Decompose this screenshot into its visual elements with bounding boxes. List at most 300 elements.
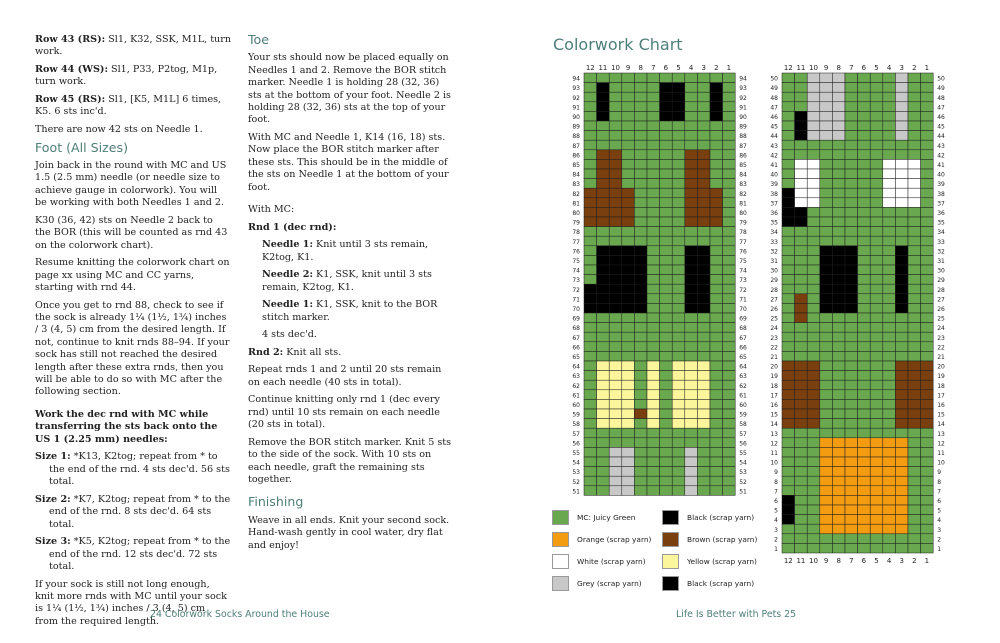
chart-cell	[672, 371, 685, 381]
row-number: 61	[739, 392, 747, 400]
chart-cell	[908, 188, 921, 198]
row-number: 24	[937, 325, 945, 333]
chart-cell	[883, 121, 896, 131]
chart-cell	[807, 399, 820, 409]
chart-cell	[895, 457, 908, 467]
chart-cell	[672, 428, 685, 438]
chart-cell	[870, 332, 883, 342]
chart-cell	[795, 121, 808, 131]
chart-cell	[710, 111, 723, 121]
chart-cell	[597, 332, 610, 342]
chart-cell	[634, 83, 647, 93]
chart-cell	[820, 447, 833, 457]
row-number: 29	[937, 277, 945, 285]
chart-cell	[820, 515, 833, 525]
chart-cell	[647, 131, 660, 141]
chart-cell	[584, 150, 597, 160]
row-number: 67	[572, 334, 580, 342]
chart-cell	[597, 140, 610, 150]
chart-cell	[584, 351, 597, 361]
row-number: 88	[739, 133, 747, 141]
chart-cell	[685, 332, 698, 342]
chart-cell	[597, 236, 610, 246]
row-number: 73	[739, 277, 747, 285]
row-number: 9	[774, 469, 778, 477]
chart-cell	[832, 207, 845, 217]
chart-cell	[584, 294, 597, 304]
chart-cell	[858, 102, 871, 112]
chart-cell	[597, 159, 610, 169]
chart-cell	[685, 399, 698, 409]
chart-cell	[858, 198, 871, 208]
chart-cell	[672, 236, 685, 246]
chart-cell	[795, 342, 808, 352]
chart-cell	[807, 380, 820, 390]
chart-cell	[584, 111, 597, 121]
stitch-number: 10	[809, 557, 818, 565]
chart-cell	[622, 438, 635, 448]
chart-cell	[858, 275, 871, 285]
chart-cell	[895, 495, 908, 505]
chart-cell	[647, 207, 660, 217]
chart-cell	[660, 102, 673, 112]
row-number: 59	[739, 411, 747, 419]
chart-cell	[820, 399, 833, 409]
chart-cell	[672, 342, 685, 352]
row-number: 26	[937, 306, 945, 313]
chart-cell	[883, 303, 896, 313]
chart-cell	[634, 140, 647, 150]
chart-cell	[795, 275, 808, 285]
chart-cell	[584, 236, 597, 246]
chart-cell	[858, 323, 871, 333]
paragraph: If your sock is still not long enough, knit more rnds with MC until your sock is 1¼ (1½, 1¾) inches / 3 (4, 5) cm from the required length.	[35, 578, 227, 627]
chart-cell	[921, 284, 934, 294]
chart-cell	[710, 428, 723, 438]
chart-cell	[647, 294, 660, 304]
chart-cell	[845, 515, 858, 525]
chart-cell	[795, 467, 808, 477]
chart-cell	[634, 131, 647, 141]
chart-cell	[832, 467, 845, 477]
row-number: 43	[937, 142, 945, 150]
chart-cell	[782, 275, 795, 285]
stitch-number: 4	[886, 557, 892, 565]
chart-grid	[572, 64, 747, 495]
dec-rnd-heading: Work the dec rnd with MC while transferring the sts back onto the US 1 (2.25 mm) needles:	[35, 408, 218, 445]
chart-cell	[634, 236, 647, 246]
row-number: 72	[739, 286, 747, 294]
chart-cell	[870, 303, 883, 313]
chart-cell	[672, 207, 685, 217]
chart-cell	[921, 198, 934, 208]
chart-cell	[908, 505, 921, 515]
row-number: 3	[937, 526, 942, 534]
chart-cell	[584, 83, 597, 93]
legend-swatch	[552, 576, 569, 591]
chart-cell	[883, 179, 896, 189]
stitch-number: 1	[726, 64, 732, 72]
chart-cell	[870, 255, 883, 265]
chart-cell	[609, 275, 622, 285]
chart-cell	[723, 275, 736, 285]
chart-cell	[870, 495, 883, 505]
chart-cell	[870, 227, 883, 237]
chart-cell	[584, 390, 597, 400]
chart-cell	[883, 332, 896, 342]
chart-cell	[710, 198, 723, 208]
chart-cell	[597, 227, 610, 237]
row-number: 94	[739, 75, 747, 83]
chart-cell	[622, 428, 635, 438]
chart-cell	[807, 390, 820, 400]
chart-cell	[622, 351, 635, 361]
chart-cell	[634, 428, 647, 438]
chart-cell	[697, 227, 710, 237]
chart-cell	[908, 73, 921, 83]
chart-cell	[647, 150, 660, 160]
chart-cell	[647, 428, 660, 438]
chart-cell	[622, 255, 635, 265]
chart-cell	[584, 73, 597, 83]
row-number: 8	[774, 478, 778, 486]
chart-cell	[697, 255, 710, 265]
chart-cell	[609, 332, 622, 342]
stitch-number: 9	[823, 64, 829, 72]
chart-cell	[807, 275, 820, 285]
paragraph: Continue knitting only rnd 1 (dec every rnd) until 10 sts remain on each needle (20 sts in total).	[248, 394, 440, 431]
row-number: 67	[739, 334, 747, 342]
chart-cell	[660, 83, 673, 93]
chart-cell	[622, 380, 635, 390]
chart-cell	[807, 73, 820, 83]
chart-cell	[634, 351, 647, 361]
chart-cell	[597, 150, 610, 160]
chart-cell	[697, 399, 710, 409]
chart-cell	[634, 284, 647, 294]
chart-cell	[895, 505, 908, 515]
chart-cell	[685, 131, 698, 141]
row-number: 76	[572, 248, 580, 256]
row-number: 50	[770, 75, 778, 83]
chart-cell	[820, 505, 833, 515]
chart-cell	[870, 92, 883, 102]
chart-cell	[685, 159, 698, 169]
chart-cell	[858, 255, 871, 265]
row-number: 31	[937, 258, 945, 265]
chart-cell	[622, 150, 635, 160]
chart-cell	[921, 409, 934, 419]
chart-cell	[597, 265, 610, 275]
chart-cell	[845, 419, 858, 429]
chart-cell	[795, 524, 808, 534]
chart-cell	[782, 217, 795, 227]
chart-cell	[584, 467, 597, 477]
chart-cell	[845, 495, 858, 505]
chart-cell	[870, 486, 883, 496]
chart-cell	[782, 121, 795, 131]
chart-cell	[895, 236, 908, 246]
chart-cell	[710, 246, 723, 256]
chart-cell	[883, 515, 896, 525]
chart-cell	[584, 457, 597, 467]
chart-cell	[584, 409, 597, 419]
chart-cell	[795, 409, 808, 419]
chart-cell	[660, 131, 673, 141]
chart-cell	[845, 159, 858, 169]
chart-cell	[870, 438, 883, 448]
chart-cell	[832, 83, 845, 93]
row-number: 4	[774, 517, 778, 525]
chart-cell	[921, 486, 934, 496]
chart-cell	[895, 92, 908, 102]
chart-cell	[647, 361, 660, 371]
chart-cell	[908, 159, 921, 169]
chart-cell	[672, 303, 685, 313]
chart-cell	[634, 438, 647, 448]
chart-cell	[597, 467, 610, 477]
chart-cell	[634, 73, 647, 83]
chart-cell	[723, 255, 736, 265]
chart-cell	[782, 140, 795, 150]
chart-cell	[597, 275, 610, 285]
chart-cell	[820, 428, 833, 438]
chart-cell	[795, 73, 808, 83]
chart-cell	[858, 92, 871, 102]
chart-cell	[908, 284, 921, 294]
chart-cell	[660, 150, 673, 160]
chart-cell	[597, 73, 610, 83]
row-number: 66	[572, 344, 580, 352]
chart-cell	[832, 255, 845, 265]
row-number: 6	[937, 498, 942, 505]
chart-cell	[622, 457, 635, 467]
chart-cell	[697, 380, 710, 390]
chart-cell	[723, 486, 736, 496]
chart-cell	[807, 227, 820, 237]
chart-cell	[820, 73, 833, 83]
chart-cell	[672, 476, 685, 486]
chart-cell	[832, 236, 845, 246]
chart-cell	[710, 399, 723, 409]
chart-cell	[634, 467, 647, 477]
chart-cell	[858, 351, 871, 361]
chart-cell	[921, 524, 934, 534]
chart-cell	[895, 524, 908, 534]
chart-cell	[832, 111, 845, 121]
chart-cell	[921, 419, 934, 429]
chart-cell	[820, 246, 833, 256]
chart-cell	[660, 332, 673, 342]
chart-cell	[660, 399, 673, 409]
row-number: 58	[739, 421, 747, 429]
row-number: 93	[572, 85, 580, 93]
chart-cell	[845, 236, 858, 246]
stitch-number: 4	[886, 64, 892, 72]
chart-cell	[622, 361, 635, 371]
chart-cell	[723, 121, 736, 131]
chart-cell	[895, 102, 908, 112]
chart-cell	[895, 207, 908, 217]
chart-cell	[685, 428, 698, 438]
chart-cell	[710, 447, 723, 457]
chart-cell	[820, 159, 833, 169]
chart-cell	[807, 303, 820, 313]
chart-cell	[908, 236, 921, 246]
chart-cell	[710, 73, 723, 83]
chart-cell	[622, 313, 635, 323]
chart-cell	[634, 342, 647, 352]
chart-cell	[807, 467, 820, 477]
chart-legend	[552, 510, 762, 600]
chart-cell	[845, 332, 858, 342]
chart-cell	[832, 179, 845, 189]
chart-cell	[832, 495, 845, 505]
chart-cell	[921, 457, 934, 467]
chart-cell	[672, 399, 685, 409]
chart-cell	[597, 476, 610, 486]
chart-cell	[921, 534, 934, 544]
chart-cell	[908, 275, 921, 285]
row-number: 60	[739, 402, 747, 409]
chart-cell	[622, 323, 635, 333]
chart-cell	[845, 83, 858, 93]
legend-item: Black (scrap yarn)	[662, 576, 754, 591]
chart-cell	[597, 371, 610, 381]
paragraph: K30 (36, 42) sts on Needle 2 back to the BOR (this will be counted as rnd 43 on the colorwork chart).	[35, 214, 228, 251]
chart-cell	[597, 169, 610, 179]
row-number: 37	[770, 200, 778, 208]
chart-cell	[609, 188, 622, 198]
chart-cell	[883, 83, 896, 93]
chart-cell	[622, 246, 635, 256]
paragraph: Weave in all ends. Knit your second sock. Hand-wash gently in cool water, dry flat and enjoy!	[248, 514, 450, 551]
chart-cell	[870, 246, 883, 256]
paragraph: Once you get to rnd 88, check to see if the sock is already 1¼ (1½, 1¾) inches / 3 (4, 5) cm from the desired length. If not, continue to knit rnds 88–94. If your sock has still not reached the desired length after these extra rnds, then you will be able to do so with MC after the following section.	[35, 299, 230, 398]
chart-cell	[820, 476, 833, 486]
chart-cell	[832, 543, 845, 553]
chart-cell	[908, 419, 921, 429]
chart-cell	[609, 447, 622, 457]
chart-cell	[685, 284, 698, 294]
chart-cell	[710, 284, 723, 294]
chart-cell	[597, 83, 610, 93]
chart-cell	[609, 179, 622, 189]
row-number: 92	[739, 94, 747, 102]
row-number: 17	[937, 392, 945, 400]
chart-cell	[870, 275, 883, 285]
chart-cell	[647, 265, 660, 275]
chart-cell	[858, 447, 871, 457]
chart-cell	[782, 227, 795, 237]
chart-cell	[697, 246, 710, 256]
chart-cell	[883, 188, 896, 198]
row-number: 68	[572, 325, 580, 333]
row-number: 87	[739, 142, 747, 150]
chart-cell	[795, 313, 808, 323]
chart-cell	[870, 159, 883, 169]
chart-cell	[710, 419, 723, 429]
row-number: 53	[739, 469, 747, 477]
chart-cell	[921, 169, 934, 179]
chart-title: Colorwork Chart	[553, 35, 683, 54]
chart-cell	[895, 121, 908, 131]
row-number: 25	[937, 315, 945, 323]
chart-cell	[710, 207, 723, 217]
row-number: 23	[770, 334, 778, 342]
chart-cell	[647, 438, 660, 448]
chart-cell	[845, 140, 858, 150]
chart-cell	[820, 102, 833, 112]
chart-cell	[908, 294, 921, 304]
chart-cell	[609, 486, 622, 496]
chart-cell	[820, 207, 833, 217]
chart-cell	[795, 351, 808, 361]
stitch-number: 3	[701, 64, 706, 72]
chart-cell	[609, 131, 622, 141]
chart-cell	[647, 371, 660, 381]
chart-cell	[908, 371, 921, 381]
chart-cell	[723, 236, 736, 246]
size-2: Size 2: *K7, K2tog; repeat from * to the end of the rnd. 8 sts dec'd. 64 sts total.	[35, 493, 231, 530]
chart-cell	[807, 83, 820, 93]
chart-cell	[858, 111, 871, 121]
chart-cell	[870, 457, 883, 467]
chart-cell	[795, 179, 808, 189]
chart-cell	[921, 303, 934, 313]
chart-cell	[795, 303, 808, 313]
chart-cell	[672, 361, 685, 371]
stitch-number: 8	[836, 64, 841, 72]
chart-cell	[609, 227, 622, 237]
row-number: 35	[937, 219, 945, 227]
row-number: 29	[770, 277, 778, 285]
row-number: 50	[937, 75, 945, 83]
row-number: 68	[739, 325, 747, 333]
chart-cell	[685, 457, 698, 467]
chart-cell	[921, 227, 934, 237]
chart-cell	[820, 217, 833, 227]
chart-cell	[723, 207, 736, 217]
stitch-number: 12	[783, 557, 793, 565]
chart-cell	[660, 313, 673, 323]
chart-cell	[609, 294, 622, 304]
chart-cell	[609, 73, 622, 83]
chart-cell	[647, 380, 660, 390]
stitch-number: 1	[924, 64, 930, 72]
chart-cell	[609, 476, 622, 486]
chart-cell	[634, 255, 647, 265]
chart-cell	[782, 361, 795, 371]
dec-count: 4 sts dec'd.	[262, 329, 317, 341]
chart-cell	[723, 294, 736, 304]
chart-cell	[710, 323, 723, 333]
chart-cell	[634, 332, 647, 342]
chart-cell	[832, 409, 845, 419]
chart-cell	[622, 73, 635, 83]
chart-cell	[807, 505, 820, 515]
chart-cell	[883, 495, 896, 505]
chart-cell	[883, 467, 896, 477]
chart-cell	[710, 255, 723, 265]
chart-cell	[795, 447, 808, 457]
chart-cell	[845, 342, 858, 352]
chart-cell	[672, 159, 685, 169]
chart-cell	[609, 246, 622, 256]
chart-cell	[672, 486, 685, 496]
chart-cell	[895, 313, 908, 323]
row-number: 71	[572, 296, 580, 304]
